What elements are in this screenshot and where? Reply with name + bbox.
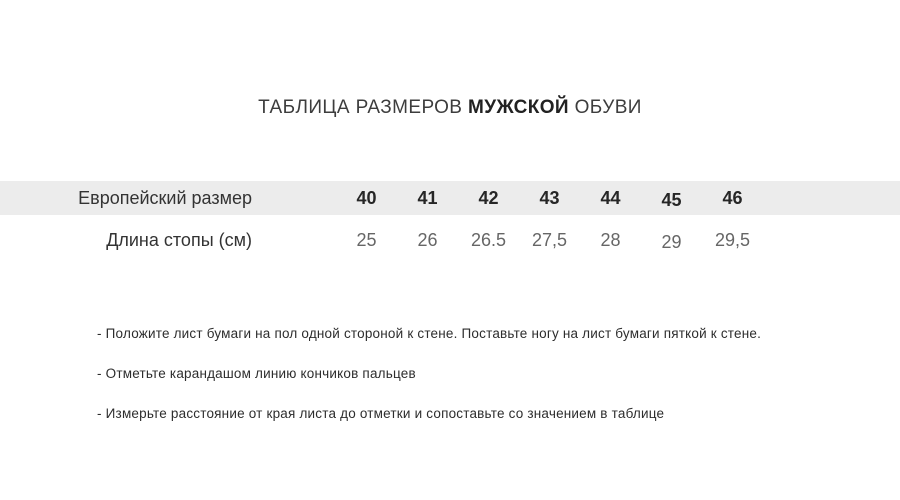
foot-length-cell: 27,5: [531, 229, 568, 250]
measure-instructions: [97, 326, 761, 446]
eu-size-cell: 46: [722, 187, 743, 208]
instruction-line: - Отметьте карандашом линию кончиков пальцев: [97, 366, 416, 381]
size-table: [0, 181, 900, 257]
foot-length-cell: 25: [356, 229, 377, 250]
table-row-foot-length: [0, 223, 900, 257]
eu-size-cell: 40: [356, 187, 377, 208]
foot-length-cell: 26: [417, 229, 438, 250]
foot-length-cell: 29: [661, 231, 682, 252]
row-label-eu-size: Европейский размер: [78, 187, 252, 208]
eu-size-cell: 42: [478, 187, 499, 208]
eu-size-cell: 41: [417, 187, 438, 208]
foot-length-cell: 26.5: [470, 229, 507, 250]
page-title-prefix: ТАБЛИЦА РАЗМЕРОВ: [258, 96, 469, 118]
eu-size-cell: 43: [539, 187, 560, 208]
page-title: [0, 96, 900, 119]
eu-size-cell: 44: [600, 187, 621, 208]
eu-size-cell: 45: [661, 189, 682, 210]
row-label-foot-length: Длина стопы (см): [106, 229, 252, 250]
instruction-line: - Измерьте расстояние от края листа до отметки и сопоставьте со значением в таблице: [97, 406, 665, 421]
page-title-suffix: ОБУВИ: [568, 96, 642, 118]
foot-length-cell: 29,5: [714, 229, 751, 250]
instruction-line: - Положите лист бумаги на пол одной стороной к стене. Поставьте ногу на лист бумаги пяткой к стене.: [97, 326, 762, 341]
page-title-highlight: МУЖСКОЙ: [468, 96, 569, 118]
table-row-eu-size: [0, 181, 900, 215]
foot-length-cell: 28: [600, 229, 621, 250]
